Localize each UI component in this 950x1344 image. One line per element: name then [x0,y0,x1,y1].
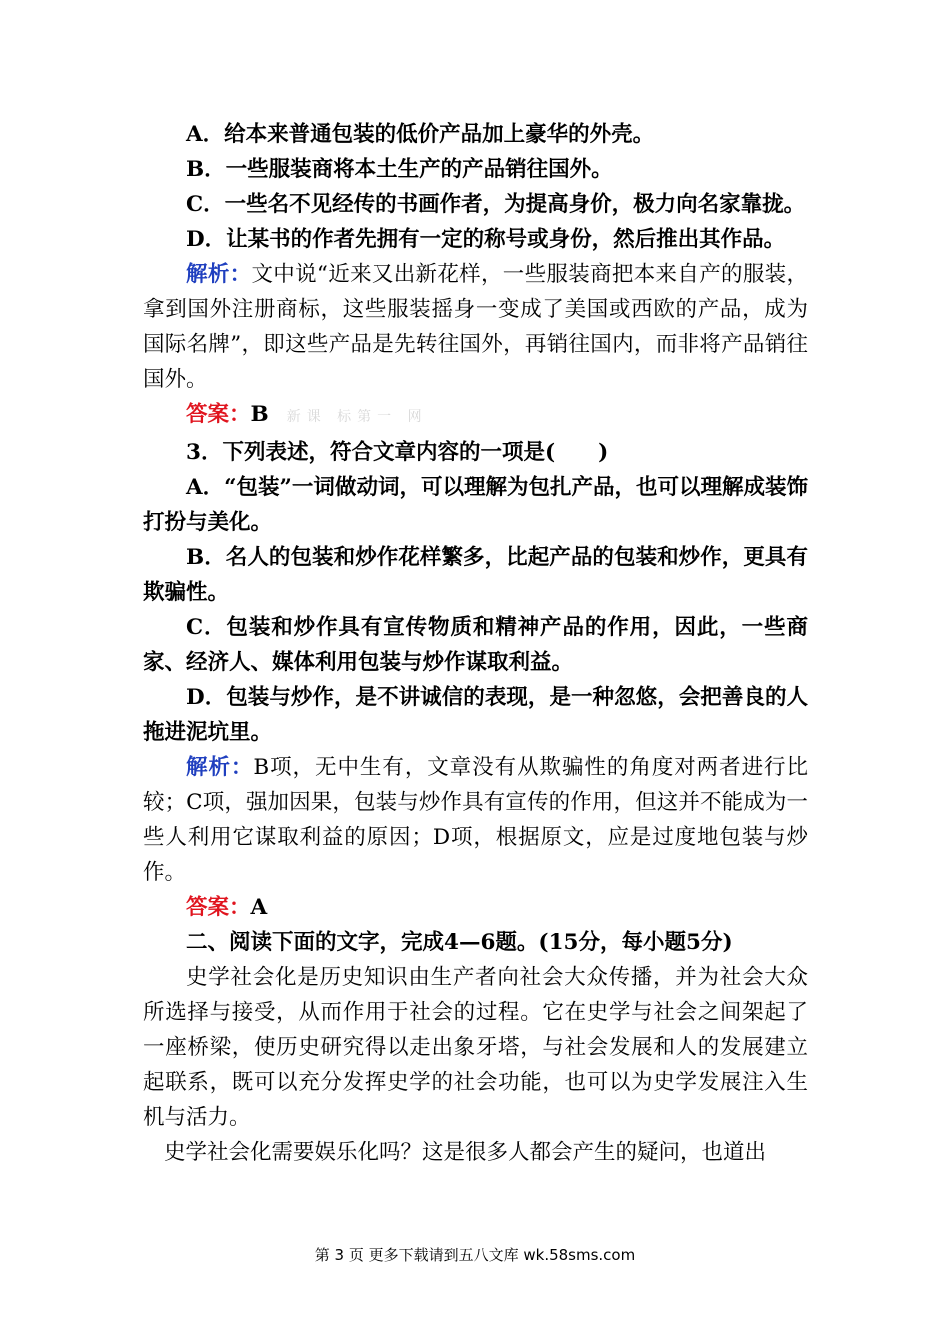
analysis-label: 解析： [186,262,252,287]
answer-q3 [143,890,808,925]
option-b-q2: B．一些服装商将本土生产的产品销往国外。 [186,157,613,182]
passage-paragraph: 史学社会化需要娱乐化吗？这是很多人都会产生的疑问，也道出 [164,1140,767,1165]
option-a-q2: A．给本来普通包装的低价产品加上豪华的外壳。 [186,122,655,147]
analysis-q2 [143,257,808,397]
section-heading: 二、阅读下面的文字，完成4—6题。(15分，每小题5分) [186,930,733,955]
analysis-text: 文中说“近来又出新花样，一些服装商把本来自产的服装，拿到国外注册商标，这些服装摇身一变成了美国或西欧的产品，成为国际名牌”，即这些产品是先转往国外，再销往国内，而非将产品销往国外。 [143,262,808,392]
question-3: 3．下列表述，符合文章内容的一项是( ) [186,440,609,465]
analysis-label: 解析： [186,755,254,780]
answer-value: A [250,895,268,920]
answer-q2 [143,397,808,435]
analysis-text: B项，无中生有，文章没有从欺骗性的角度对两者进行比较；C项，强加因果，包装与炒作具有宣传的作用，但这并不能成为一些人利用它谋取利益的原因；D项，根据原文，应是过度地包装与炒作。 [143,755,808,885]
option-c-q2: C．一些名不见经传的书画作者，为提高身价，极力向名家靠拢。 [186,192,806,217]
answer-label: 答案： [186,402,251,427]
option-d-q3: D．包装与炒作，是不讲诚信的表现，是一种忽悠，会把善良的人拖进泥坑里。 [143,685,808,745]
option-d-q2: D．让某书的作者先拥有一定的称号或身份，然后推出其作品。 [186,227,786,252]
option-b-q3: B．名人的包装和炒作花样繁多，比起产品的包装和炒作，更具有欺骗性。 [143,545,808,605]
answer-label: 答案： [186,895,251,920]
option-c-q3: C．包装和炒作具有宣传物质和精神产品的作用，因此，一些商家、经济人、媒体利用包装与炒作谋取利益。 [143,615,808,675]
option-a-q3: A．“包装”一词做动词，可以理解为包扎产品，也可以理解成装饰打扮与美化。 [143,475,808,535]
watermark-text: 新课 标第一 网 [286,409,428,425]
answer-value: B [250,402,269,427]
document-body [143,117,808,1170]
analysis-q3 [143,750,808,890]
page-footer: 第 3 页 更多下载请到五八文库 wk.58sms.com [314,1246,636,1264]
passage-paragraph: 史学社会化是历史知识由生产者向社会大众传播，并为社会大众所选择与接受，从而作用于社会的过程。它在史学与社会之间架起了一座桥梁，使历史研究得以走出象牙塔，与社会发展和人的发展建立起联系，既可以充分发挥史学的社会功能，也可以为史学发展注入生机与活力。 [143,965,808,1130]
